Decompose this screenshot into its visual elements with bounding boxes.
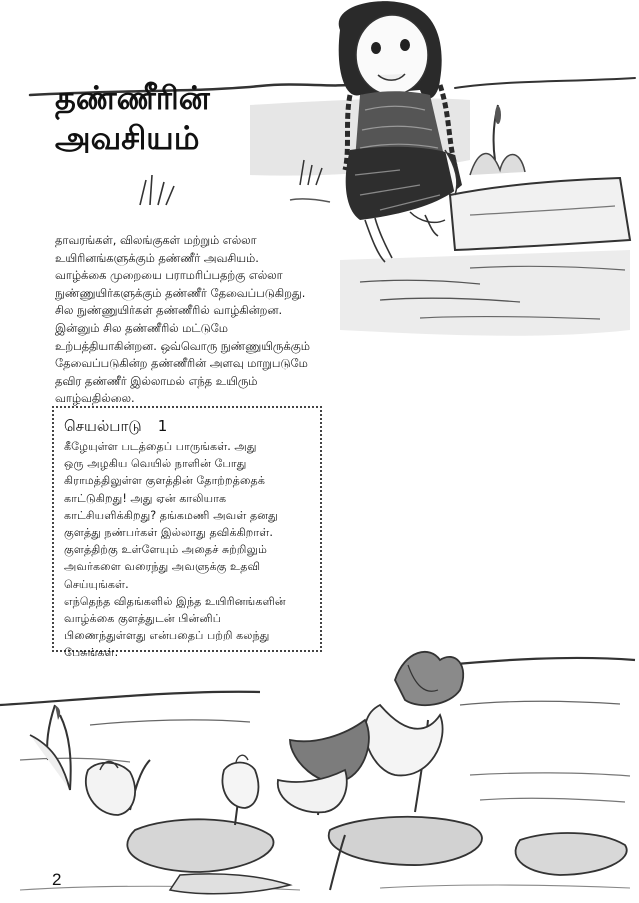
activity-line: குளத்திற்கு உள்ளேயும் அதைச் சுற்றிலும்: [64, 543, 268, 557]
body-line: சில நுண்ணுயிர்கள் தண்ணீரில் வாழ்கின்றன.: [55, 303, 283, 318]
activity-line: பேசுங்கள்.: [64, 646, 119, 660]
body-line: தாவரங்கள், விலங்குகள் மற்றும் எல்லா: [55, 233, 257, 247]
activity-line: காட்டுகிறது! அது ஏன் காலியாக: [64, 491, 227, 505]
activity-number: 1: [157, 417, 168, 435]
page-number: 2: [52, 870, 62, 889]
activity-line: வாழ்க்கை குளத்துடன் பின்னிப்: [64, 612, 222, 626]
activity-line: ஒரு அழகிய வெயில் நாளின் போது: [64, 457, 247, 471]
body-line: நுண்ணுயிர்களுக்கும் தண்ணீர் தேவைப்படுகிறது.: [55, 285, 306, 300]
page-title-line-1: தண்ணீரின்: [55, 79, 210, 117]
activity-text: [64, 438, 319, 662]
activity-line: குளத்து நண்பர்கள் இல்லாது தவிக்கிறாள்.: [64, 526, 273, 540]
body-line: இன்னும் சில தண்ணீரில் மட்டுமே: [55, 320, 228, 335]
page-title: [55, 78, 210, 158]
body-line: உற்பத்தியாகின்றன. ஒவ்வொரு நுண்ணுயிருக்கும்: [55, 338, 310, 353]
activity-line: செய்யுங்கள்.: [64, 577, 129, 591]
body-paragraph: [55, 232, 345, 408]
body-line: தவிர தண்ணீர் இல்லாமல் எந்த உயிரும்: [55, 373, 258, 388]
activity-line: எந்தெந்த விதங்களில் இந்த உயிரினங்களின்: [64, 594, 286, 608]
activity-heading: [64, 416, 167, 436]
activity-line: அவர்களை வரைந்து அவளுக்கு உதவி: [64, 560, 261, 574]
activity-line: கீழேயுள்ள படத்தைப் பாருங்கள். அது: [64, 440, 257, 453]
activity-label: செயல்பாடு: [64, 417, 142, 435]
body-line: உயிரினங்களுக்கும் தண்ணீர் அவசியம்.: [55, 250, 259, 265]
body-line: வாழ்வதில்லை.: [55, 391, 135, 406]
activity-box: [52, 406, 322, 660]
bottom-pond-scene: [0, 652, 635, 894]
activity-line: கிராமத்திலுள்ள குளத்தின் தோற்றத்தைக்: [64, 474, 265, 488]
activity-line: காட்சியளிக்கிறது? தங்கமணி அவள் தனது: [64, 508, 278, 522]
page-title-line-2: அவசியம்: [55, 119, 200, 157]
body-line: தேவைப்படுகின்ற தண்ணீரின் அளவு மாறுபடுமே: [55, 356, 308, 371]
activity-line: பிணைந்துள்ளது என்பதைப் பற்றி கலந்து: [64, 629, 270, 643]
body-line: வாழ்க்கை முறையை பராமரிப்பதற்கு எல்லா: [55, 268, 283, 283]
